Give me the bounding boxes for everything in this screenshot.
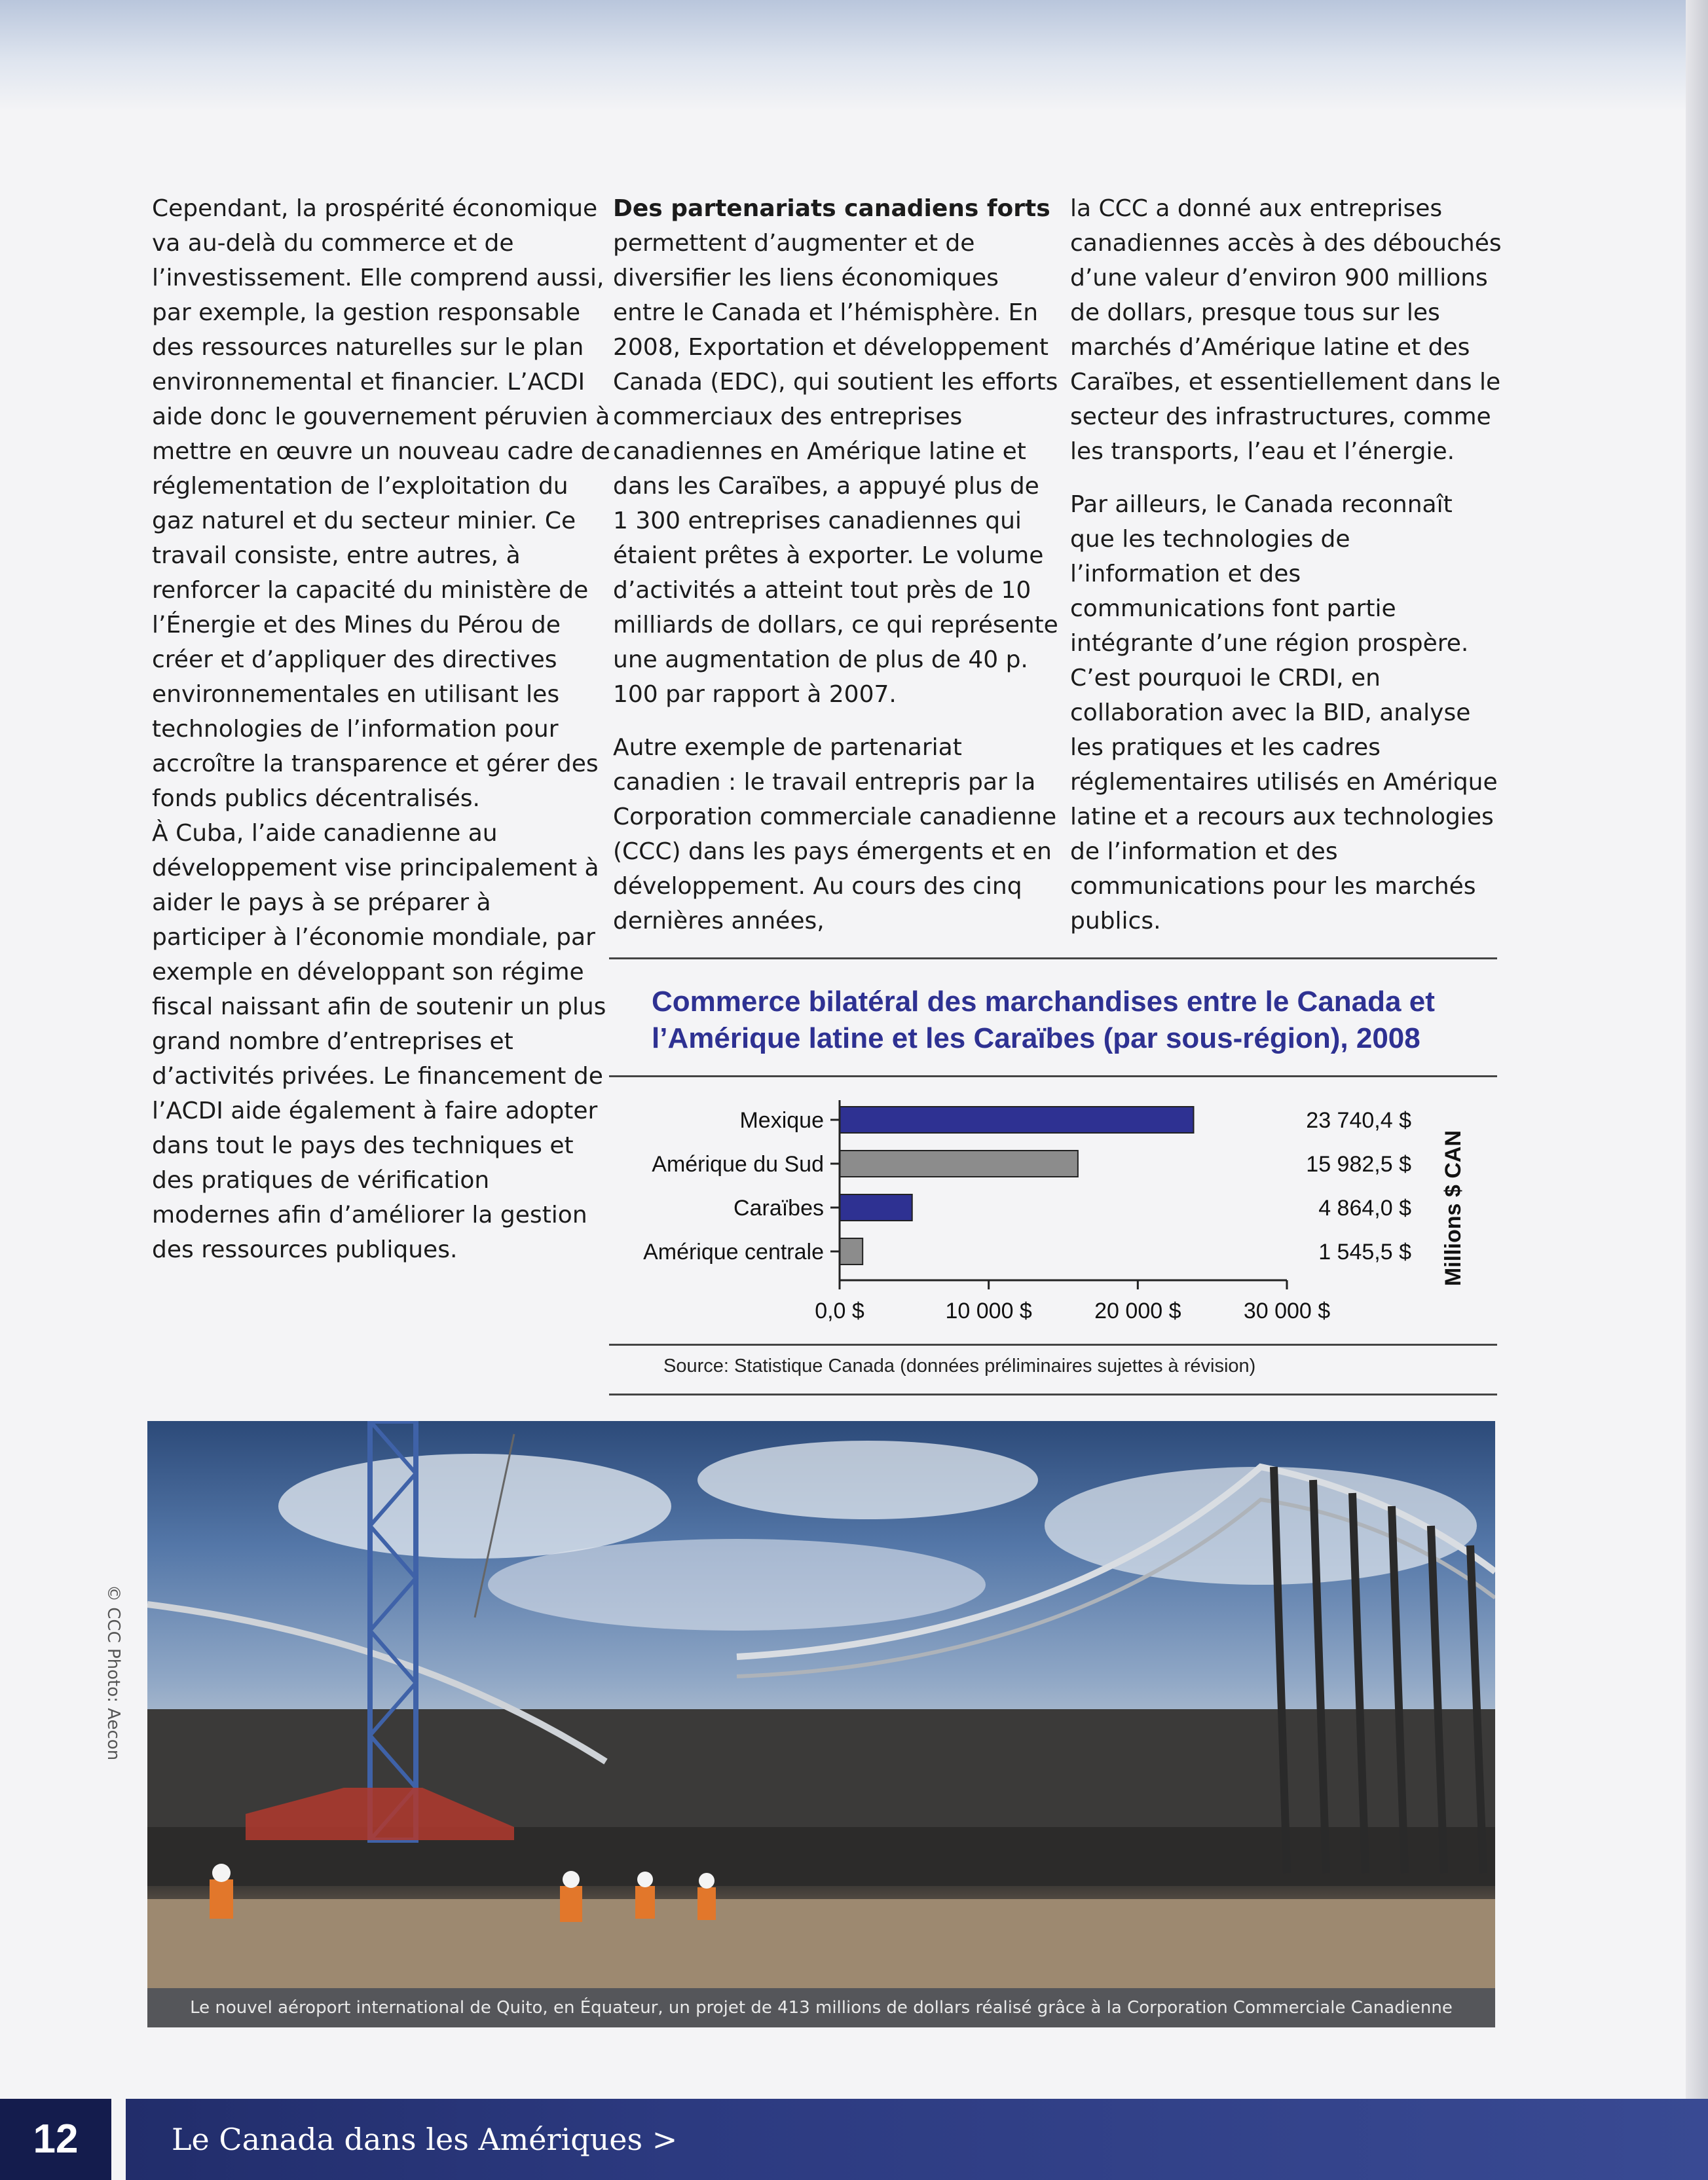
x-tick-label: 0,0 $: [815, 1299, 864, 1323]
x-tick-label: 20 000 $: [1094, 1299, 1181, 1323]
bold-lead-in: Des partenariats canadiens forts: [613, 195, 1050, 222]
page-top-band: [0, 0, 1708, 111]
chart-source-rule: [609, 1344, 1497, 1346]
value-label: 1 545,5 $: [1318, 1240, 1411, 1265]
chart-bars: [643, 1107, 1411, 1265]
photo-caption: Le nouvel aéroport international de Quito, en Équateur, un projet de 413 millions de dollars réalisé grâce à la Corporation Commerciale Canadienne: [147, 1988, 1495, 2027]
chart-bottom-rule: [609, 1394, 1497, 1395]
chart-top-rule: [609, 957, 1497, 959]
paragraph: Par ailleurs, le Canada reconnaît que les technologies de l’information et des communications font partie intégrante d’une région prospère. C’est pourquoi le CRDI, en collaboration avec la BID, analyse les pratiques et les cadres réglementaires utilisés en Amérique latine et a recours aux technologies de l’information et des communications pour les marchés publics.: [1070, 491, 1498, 934]
page-footer: [0, 2099, 1708, 2180]
photo-illustration: [147, 1421, 1495, 1988]
category-label: Caraïbes: [733, 1196, 824, 1221]
bar: [840, 1194, 912, 1221]
paragraph: la CCC a donné aux entreprises canadiennes accès à des débouchés d’une valeur d’environ 900 millions de dollars, presque tous sur les marchés d’Amérique latine et des Caraïbes, et essentiellement dans le secteur des infrastructures, comme les transports, l’eau et l’énergie.: [1070, 195, 1502, 465]
category-label: Amérique du Sud: [652, 1152, 824, 1177]
paragraph: Cependant, la prospérité économique va au-delà du commerce et de l’investissement. Elle comprend aussi, par exemple, la gestion responsable des ressources naturelles sur le plan environnemental et financier. L’ACDI aide donc le gouvernement péruvien à mettre en œuvre un nouveau cadre de réglementation de l’exploitation du gaz naturel et du secteur minier. Ce travail consiste, entre autres, à renforcer la capacité du ministère de l’Énergie et des Mines du Pérou de créer et d’appliquer des directives environnementales en utilisant les technologies de l’information pour accroître la transparence et gérer des fonds publics décentralisés.: [152, 195, 610, 812]
text-column-3: [1070, 191, 1502, 957]
bar: [840, 1107, 1193, 1133]
chart-title-rule: [609, 1075, 1497, 1077]
paragraph: À Cuba, l’aide canadienne au développement vise principalement à aider le pays à se préparer à participer à l’économie mondiale, par exemple en développant son régime fiscal naissant afin de soutenir un plus grand nombre d’entreprises et d’activités privées. Le financement de l’ACDI aide également à faire adopter dans tout le pays des techniques et des pratiques de vérification modernes afin d’améliorer la gestion des ressources publiques.: [152, 820, 606, 1263]
bar-chart: [609, 1087, 1500, 1329]
text-column-1: [152, 191, 610, 1285]
category-label: Mexique: [739, 1108, 824, 1133]
value-label: 4 864,0 $: [1318, 1196, 1411, 1221]
page-number: 12: [0, 2099, 111, 2180]
paragraph: [613, 191, 1058, 712]
category-label: Amérique centrale: [643, 1240, 824, 1265]
bar: [840, 1151, 1078, 1177]
unit-label: Millions $ CAN: [1441, 1130, 1466, 1287]
airport-construction-photo: [147, 1421, 1495, 1988]
value-label: 23 740,4 $: [1306, 1108, 1411, 1133]
chart-title: Commerce bilatéral des marchandises entre le Canada et l’Amérique latine et les Caraïbes (par sous-région), 2008: [652, 986, 1435, 1054]
footer-divider: [111, 2099, 126, 2180]
page-edge: [1686, 0, 1708, 2180]
paragraph-text: permettent d’augmenter et de diversifier les liens économiques entre le Canada et l’hémisphère. En 2008, Exportation et développement Canada (EDC), qui soutient les efforts commerciaux des entreprises canadiennes en Amérique latine et dans les Caraïbes, a appuyé plus de 1 300 entreprises canadiennes qui étaient prêtes à exporter. Le volume d’activités a atteint tout près de 10 milliards de dollars, ce qui représente une augmentation de plus de 40 p. 100 par rapport à 2007.: [613, 230, 1058, 708]
x-tick-label: 30 000 $: [1243, 1299, 1331, 1323]
x-tick-label: 10 000 $: [945, 1299, 1032, 1323]
chart-source: Source: Statistique Canada (données préliminaires sujettes à révision): [663, 1356, 1256, 1376]
bar: [840, 1238, 863, 1265]
text-column-2: [613, 191, 1058, 957]
publication-title: Le Canada dans les Amériques >: [172, 2122, 678, 2157]
photo-credit: © CCC Photo: Aecon: [103, 1585, 123, 1761]
paragraph: Autre exemple de partenariat canadien : le travail entrepris par la Corporation commerciale canadienne (CCC) dans les pays émergents et en développement. Au cours des cinq dernières années,: [613, 734, 1057, 934]
value-label: 15 982,5 $: [1306, 1152, 1411, 1177]
